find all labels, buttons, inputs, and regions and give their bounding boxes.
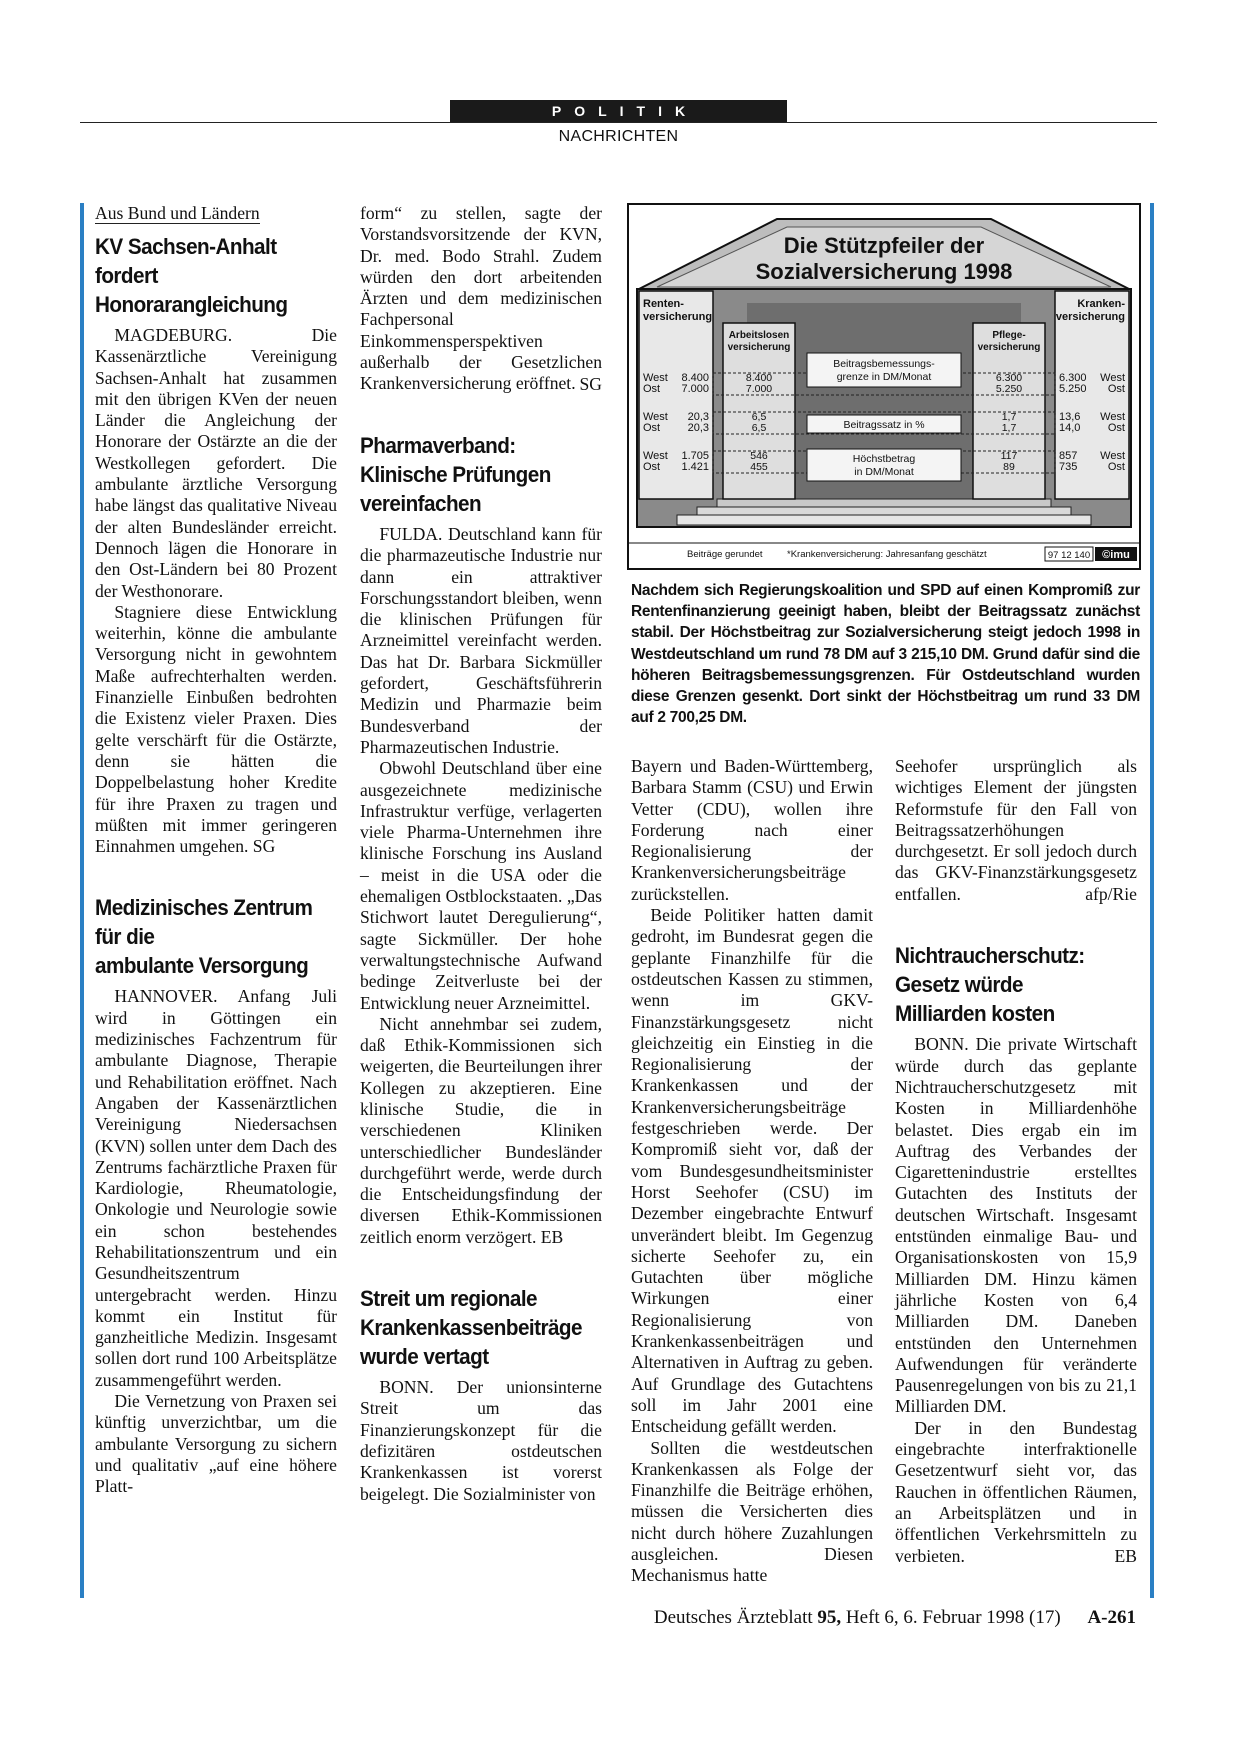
headline-streit-krankenkassenbeitraege	[360, 1284, 583, 1371]
headline-line: Honorarangleichung	[95, 292, 288, 317]
value-label: 1,7	[1001, 422, 1017, 434]
step	[697, 507, 1071, 515]
article-paragraph: Sollten die westdeutschen Krankenkassen als Folge der Finanzhilfe die Beiträge erhöhen, müssen die Versicherten dies nicht durch höhere Zuzahlungen ausgleichen. Diesen Mechanismus hatte	[631, 1437, 873, 1586]
value-label: 6.300	[995, 372, 1023, 384]
imu-logo: ©imu	[1102, 549, 1130, 561]
value-label: 735	[1059, 461, 1078, 473]
kicker: Aus Bund und Ländern	[95, 203, 260, 223]
social-insurance-infographic	[627, 203, 1141, 570]
figure-code: 97 12 140	[1047, 550, 1091, 561]
author-sign: EB	[1114, 1545, 1137, 1566]
headline-line: fordert	[95, 263, 158, 288]
value-label: 13,6	[1059, 411, 1081, 423]
value-label: 8.400	[681, 372, 709, 384]
headline-line: KV Sachsen-Anhalt	[95, 234, 277, 259]
pillar-label: versicherung	[727, 342, 791, 353]
article-paragraph: MAGDEBURG. Die Kassenärztliche Vereinigung Sachsen-Anhalt hat zusammen mit den übrigen KVen der neuen Länder die Angleichung der Honorare der Ostärzte an die der Westkollegen gefordert. Die ambulante ärztliche Versorgung habe längst das qualitative Niveau der alten Bundesländer erreicht. Dennoch lägen die Honorare in den Ost-Ländern bei 80 Prozent der Westhonorare.	[95, 325, 337, 601]
ost-label: Ost	[1107, 422, 1125, 434]
value-label: 7.000	[745, 383, 773, 395]
center-label: in DM/Monat	[854, 466, 914, 478]
article-paragraph: Bayern und Baden-Württemberg, Barbara Stamm (CSU) und Erwin Vetter (CDU), wollen ihre Forderung nach einer Regionalisierung der Krankenversicherungsbeiträge zurückstellen.	[631, 756, 873, 904]
article-paragraph: form“ zu stellen, sagte der Vorstandsvorsitzende der KVN, Dr. med. Bodo Strahl. Zudem würden den dort arbeitenden Ärzten und dem medizinischen Fachpersonal Einkommensperspektiven außerhalb der Gesetzlichen Krankenversicherung eröffnet.	[360, 203, 602, 394]
value-label: 89	[1003, 461, 1015, 473]
figure-footnote: *Krankenversicherung: Jahresanfang geschätzt	[787, 549, 987, 560]
headline-line: vereinfachen	[360, 490, 482, 516]
value-label: 117	[1000, 450, 1018, 462]
pillar-label: versicherung	[643, 311, 713, 323]
figure-footnote: Beiträge gerundet	[687, 549, 763, 560]
value-label: 857	[1059, 450, 1078, 462]
page-footer	[654, 1607, 1136, 1629]
pillar-label: Kranken-	[1077, 298, 1125, 310]
value-label: 5.250	[1059, 383, 1087, 395]
headline-pharmaverband	[360, 431, 583, 518]
center-label: grenze in DM/Monat	[836, 371, 932, 383]
value-label: 546	[750, 450, 768, 462]
ost-label: Ost	[643, 461, 661, 473]
headline-line: Milliarden kosten	[895, 1001, 1055, 1027]
center-label: Höchstbetrag	[852, 453, 916, 465]
value-label: 8.400	[745, 372, 773, 384]
west-label: West	[643, 450, 668, 462]
west-label: West	[643, 411, 668, 423]
subsection-label: NACHRICHTEN	[558, 128, 679, 145]
column-4	[895, 756, 1137, 1567]
article-paragraph: Seehofer ursprünglich als wichtiges Element der jüngsten Reformstufe für den Fall von Beitragssatzerhöhungen durchgesetzt. Er soll jedoch durch das GKV-Finanzstärkungsgesetz entfallen.	[895, 756, 1137, 904]
west-label: West	[643, 372, 668, 384]
headline-line: Gesetz würde	[895, 972, 1023, 998]
article-paragraph: Beide Politiker hatten damit gedroht, im Bundesrat gegen die geplante Finanzhilfe für die ostdeutschen Kassen zu stimmen, wenn im GKV-Finanzstärkungsgesetz nicht gleichzeitig ein Einstieg in die Regionalisierung der Krankenkassen und der Krankenversicherungsbeiträge festgeschrieben werde. Der Kompromiß sieht vor, daß der vom Bundesgesundheitsminister Horst Seehofer (CSU) im Dezember eingebrachte Entwurf unverändert bleibt. Im Gegenzug sicherte Seehofer zu, ein Gutachten über mögliche Wirkungen einer Regionalisierung von Krankenkassenbeiträgen und Alternativen in Auftrag zu geben. Auf Grundlage des Gutachtens soll im Jahr 2001 eine Entscheidung gefällt werden.	[631, 905, 873, 1437]
article-paragraph: FULDA. Deutschland kann für die pharmazeutische Industrie nur dann ein attraktiver Forschungsstandort bleiben, wenn die klinischen Prüfungen für Arzneimittel vereinfacht werden. Das hat Dr. Barbara Sickmüller gefordert, Geschäftsführerin Medizin und Pharmazie beim Bundesverband der Pharmazeutischen Industrie.	[360, 523, 602, 757]
headline-line: Krankenkassenbeiträge	[360, 1315, 582, 1341]
value-label: 455	[750, 461, 768, 473]
author-sign: afp/Rie	[1085, 884, 1137, 905]
page-number: A-261	[1087, 1607, 1136, 1628]
article-paragraph: HANNOVER. Anfang Juli wird in Göttingen ein medizinisches Fachzentrum für ambulante Diagnose, Therapie und Rehabilitation eröffnet. Nach Angaben der Kassenärztlichen Vereinigung Niedersachsen (KVN) sollen unter dem Dach des Zentrums fachärztliche Praxen für Kardiologie, Rheumatologie, Onkologie und Neurologie sowie ein schon bestehendes Rehabilitationszentrum und ein Gesundheitszentrum untergebracht werden. Hinzu kommt ein Institut für ganzheitliche Medizin. Insgesamt sollen dort rund 100 Arbeitsplätze zusammengeführt werden.	[95, 986, 337, 1390]
figure-title-line-2: Sozialversicherung 1998	[755, 259, 1013, 284]
article-paragraph: Obwohl Deutschland über eine ausgezeichnete medizinische Infrastruktur verfüge, verlagerten viele Pharma-Unternehmen ihre klinische Forschung ins Ausland – meist in die USA oder die ehemaligen Ostblockstaaten. „Das Stichwort lautet Deregulierung“, sagte Sickmüller. Der hohe verwaltungstechnische Aufwand bedinge Zeitverluste bei der Entwicklung neuer Arzneimittel.	[360, 758, 602, 1013]
column-3	[631, 756, 873, 1587]
left-margin-rule	[80, 203, 84, 1598]
center-label: Beitragsbemessungs-	[833, 358, 935, 370]
value-label: 6,5	[751, 411, 767, 423]
column-2	[360, 203, 602, 1505]
pillar-label: versicherung	[977, 342, 1041, 353]
value-label: 20,3	[687, 422, 709, 434]
volume-number: 95,	[817, 1607, 842, 1628]
value-label: 5.250	[995, 383, 1023, 395]
article-paragraph: BONN. Die private Wirtschaft würde durch das geplante Nichtraucherschutzgesetz mit Kosten in Milliardenhöhe belastet. Dies ergab ein im Auftrag des Verbandes der Cigarettenindustrie erstelltes Gutachten des Instituts der deutschen Wirtschaft. Insgesamt entstünden einmalige Bau- und Organisationskosten von 15,9 Milliarden DM. Hinzu kämen jährliche Kosten von 6,4 Milliarden DM. Daneben entstünden den Unternehmen Aufwendungen für veränderte Pausenregelungen von bis zu 21,1 Milliarden DM.	[895, 1034, 1137, 1417]
author-sign: SG	[579, 373, 602, 394]
pillar-label: versicherung	[1055, 311, 1125, 323]
article-paragraph: BONN. Der unionsinterne Streit um das Finanzierungskonzept für die defizitären ostdeutschen Krankenkassen ist vorerst beigelegt. Die Sozialminister von	[360, 1377, 602, 1504]
value-label: 1.421	[681, 461, 709, 473]
headline-line: wurde vertagt	[360, 1344, 489, 1370]
ost-label: Ost	[1107, 461, 1125, 473]
west-label: West	[1100, 372, 1125, 384]
headline-line: Klinische Prüfungen	[360, 461, 551, 487]
center-label: Beitragssatz in %	[843, 419, 925, 431]
headline-line: für die	[95, 924, 155, 950]
pillar-label: Renten-	[643, 298, 684, 310]
value-label: 7.000	[681, 383, 709, 395]
headline-line: Streit um regionale	[360, 1286, 538, 1312]
article-paragraph: Der in den Bundestag eingebrachte interfraktionelle Gesetzentwurf sieht vor, das Rauchen in öffentlichen Räumen, an Arbeitsplätzen und in öffentlichen Verkehrsmitteln zu verbieten.	[895, 1417, 1137, 1566]
value-label: 1.705	[681, 450, 709, 462]
value-label: 6.300	[1059, 372, 1087, 384]
pillar-label: Arbeitslosen	[728, 330, 790, 341]
ost-label: Ost	[1107, 383, 1125, 395]
section-label: POLITIK	[450, 100, 787, 122]
issue-date: Heft 6, 6. Februar 1998 (17)	[845, 1607, 1061, 1628]
west-label: West	[1100, 450, 1125, 462]
pillar-label: Pflege-	[992, 330, 1026, 341]
west-label: West	[1100, 411, 1125, 423]
headline-line: Pharmaverband:	[360, 432, 516, 458]
value-label: 6,5	[751, 422, 767, 434]
headline-nichtraucherschutz	[895, 941, 1118, 1028]
article-paragraph: Die Vernetzung von Praxen sei künftig unverzichtbar, um die ambulante Versorgung zu sichern und qualitativ „auf eine höhere Platt-	[95, 1391, 337, 1497]
header-rule	[80, 122, 1157, 123]
ost-label: Ost	[643, 422, 661, 434]
headline-kv-sachsen-anhalt	[95, 232, 318, 319]
value-label: 14,0	[1059, 422, 1081, 434]
right-margin-rule	[1150, 203, 1154, 1598]
headline-line: ambulante Versorgung	[95, 953, 309, 979]
journal-name: Deutsches Ärzteblatt	[653, 1607, 813, 1628]
article-paragraph: Nicht annehmbar sei zudem, daß Ethik-Kommissionen sich weigerten, die Beurteilungen ihrer Kollegen zu akzeptieren. Eine klinische Studie, die in verschiedenen Kliniken unterschiedlicher Bundesländer durchgeführt werde, werde durch die Entscheidungsfindung der diversen Ethik-Kommissionen zeitlich enorm verzögert. EB	[360, 1013, 602, 1247]
value-label: 1,7	[1001, 411, 1017, 423]
ost-label: Ost	[643, 383, 661, 395]
column-1	[95, 203, 337, 1498]
step	[717, 499, 1051, 507]
figure-caption: Nachdem sich Regierungskoalition und SPD auf einen Kompromiß zur Rentenfinanzierung geeinigt haben, bleibt der Beitragssatz zunächst stabil. Der Höchstbeitrag zur Sozialversicherung steigt jedoch 1998 in Westdeutschland um rund 78 DM auf 3 215,10 DM. Grund dafür sind die höheren Beitragsbemessungsgrenzen. Für Ostdeutschland wurden diese Grenzen gesenkt. Dort sinkt der Höchstbeitrag um rund 33 DM auf 2 700,25 DM.	[631, 582, 1140, 727]
headline-medizinisches-zentrum	[95, 893, 318, 980]
headline-line: Nichtraucherschutz:	[895, 943, 1085, 969]
value-label: 20,3	[687, 411, 709, 423]
article-paragraph: Stagniere diese Entwicklung weiterhin, könne die ambulante Versorgung nicht in gewohntem Maße aufrechterhalten werden. Finanzielle Einbußen bedrohten die Existenz vieler Praxen. Dies gelte verschärft für die Ostärzte, denn sie hätten die Doppelbelastung hoher Kredite für ihre Praxen zu tragen und müßten mit immer geringeren Einnahmen umgehen. SG	[95, 601, 337, 857]
headline-line: Medizinisches Zentrum	[95, 895, 313, 921]
figure-title-line-1: Die Stützpfeiler der	[783, 233, 985, 258]
step	[677, 515, 1091, 525]
